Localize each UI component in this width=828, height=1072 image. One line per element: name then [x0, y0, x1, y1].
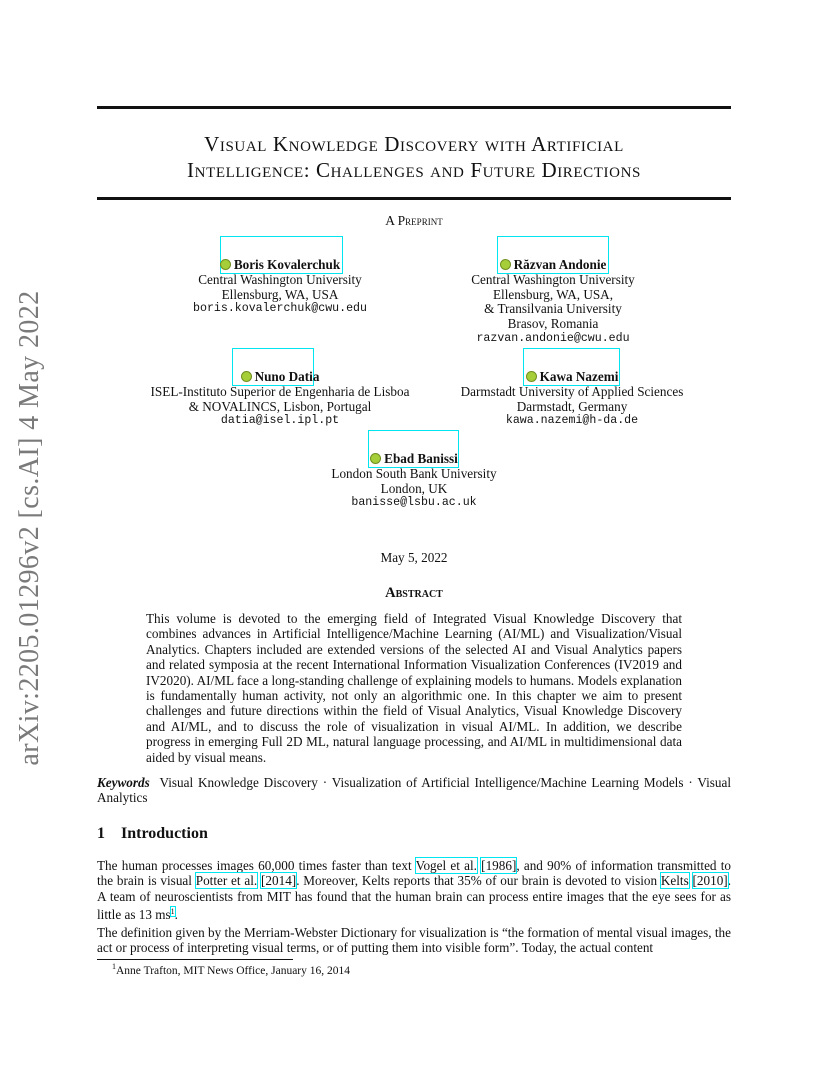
author-email[interactable]: boris.kovalerchuk@cwu.edu [193, 302, 367, 316]
arxiv-identifier: arXiv:2205.01296v2 [cs.AI] 4 May 2022 [14, 289, 45, 766]
author-block-1 [160, 258, 400, 317]
author-affiliation: Ellensburg, WA, USA [221, 286, 339, 302]
abstract-heading: Abstract [385, 585, 443, 601]
paper-title-line-1: Visual Knowledge Discovery with Artificial [204, 132, 624, 156]
intro-paragraph-2: The definition given by the Merriam-Webster Dictionary for visualization is “the formation of mental visual images, the act or process of interpreting visual terms, or of putting them into visible form”. Today, the actual content [97, 925, 731, 956]
author-block-4 [442, 370, 702, 429]
footnote-mark: 1 [112, 962, 116, 971]
author-email[interactable]: kawa.nazemi@h-da.de [505, 414, 639, 428]
footnote-marker-link[interactable]: 1 [170, 907, 175, 917]
abstract-body: This volume is devoted to the emerging field of Integrated Visual Knowledge Discovery that combines advances in Artificial Intelligence/Machine Learning (AI/ML) and Visualization/Visual Analytics. Chapters included are extended versions of the selected AI and Visual Analytics papers and related symposia at the recent International Information Visualization Conferences (IV2019 and IV2020). AI/ML face a long-standing challenge of explaining models to humans. Models explanation is fundamentally human activity, not only an algorithmic one. In this chapter we aim to present challenges and future directions within the field of Visual Analytics, Visual Knowledge Discovery and AI/ML, and to discuss the role of visualization in visual AI/ML. In addition, we describe progress in emerging Full 2D ML, natural language processing, and AI/ML in multidimensional data aided by visual means. [146, 611, 682, 765]
keywords-text: Visual Knowledge Discovery · Visualization of Artificial Intelligence/Machine Learning Models · Visual Analytics [97, 775, 732, 806]
paper-date: May 5, 2022 [380, 550, 448, 565]
orcid-icon[interactable] [241, 371, 252, 382]
section-number: 1 [97, 825, 105, 842]
text-run: . A team of neuroscientists from MIT has found that the human brain can process entire images that the eye sees for as little as 13 ms [97, 873, 731, 923]
text-run: , and 90% of information transmitted to the brain is visual [97, 858, 732, 889]
orcid-icon[interactable] [500, 259, 511, 270]
author-block-3 [125, 370, 435, 429]
author-affiliation: Darmstadt University of Applied Sciences [460, 383, 684, 399]
text-run: . Moreover, Kelts reports that 35% of our brain is devoted to vision [296, 873, 661, 889]
author-affiliation: London, UK [380, 480, 448, 496]
keywords [97, 775, 731, 806]
author-block-5 [294, 452, 534, 511]
author-affiliation: & NOVALINCS, Lisbon, Portugal [188, 398, 372, 414]
orcid-icon[interactable] [370, 453, 381, 464]
author-name[interactable]: Răzvan Andonie [513, 257, 607, 272]
author-email[interactable]: razvan.andonie@cwu.edu [476, 331, 630, 345]
citation-year-link[interactable]: [2010] [692, 873, 728, 889]
author-email[interactable]: banisse@lsbu.ac.uk [351, 496, 477, 510]
author-block-2 [433, 258, 673, 347]
author-affiliation: Brasov, Romania [507, 316, 599, 332]
citation-link[interactable]: Potter et al. [195, 873, 258, 889]
author-affiliation: Central Washington University [471, 271, 635, 287]
author-affiliation: & Transilvania University [484, 301, 622, 317]
author-name[interactable]: Ebad Banissi [384, 451, 458, 466]
keywords-label: Keywords [97, 775, 150, 790]
author-affiliation: London South Bank University [331, 465, 497, 481]
title-top-rule [97, 106, 731, 109]
section-title: Introduction [121, 825, 208, 842]
author-affiliation: ISEL-Instituto Superior de Engenharia de Lisboa [150, 383, 410, 399]
title-bottom-rule [97, 197, 731, 200]
author-affiliation: Central Washington University [198, 271, 362, 287]
text-run: . [174, 907, 178, 923]
footnote-rule [97, 959, 293, 960]
author-affiliation: Ellensburg, WA, USA, [492, 286, 614, 302]
text-run: The human processes images 60,000 times faster than text [97, 858, 416, 873]
author-name[interactable]: Kawa Nazemi [539, 369, 619, 384]
author-email[interactable]: datia@isel.ipl.pt [220, 414, 340, 428]
citation-link[interactable]: Vogel et al. [415, 858, 477, 873]
intro-paragraph-1 [97, 858, 731, 923]
citation-year-link[interactable]: [2014] [261, 873, 297, 889]
preprint-label: A Preprint [385, 213, 443, 228]
author-name[interactable]: Nuno Datia [254, 369, 320, 384]
citation-year-link[interactable]: [1986] [481, 858, 517, 873]
arxiv-sidebar-stamp [10, 289, 50, 766]
paper-title-line-2: Intelligence: Challenges and Future Directions [187, 158, 641, 182]
citation-link[interactable]: Kelts [660, 873, 689, 889]
author-name[interactable]: Boris Kovalerchuk [233, 257, 341, 272]
footnote-text: Anne Trafton, MIT News Office, January 16, 2014 [116, 965, 351, 977]
section-heading [97, 825, 208, 843]
footnote [112, 962, 350, 977]
orcid-icon[interactable] [220, 259, 231, 270]
author-affiliation: Darmstadt, Germany [516, 398, 628, 414]
orcid-icon[interactable] [526, 371, 537, 382]
